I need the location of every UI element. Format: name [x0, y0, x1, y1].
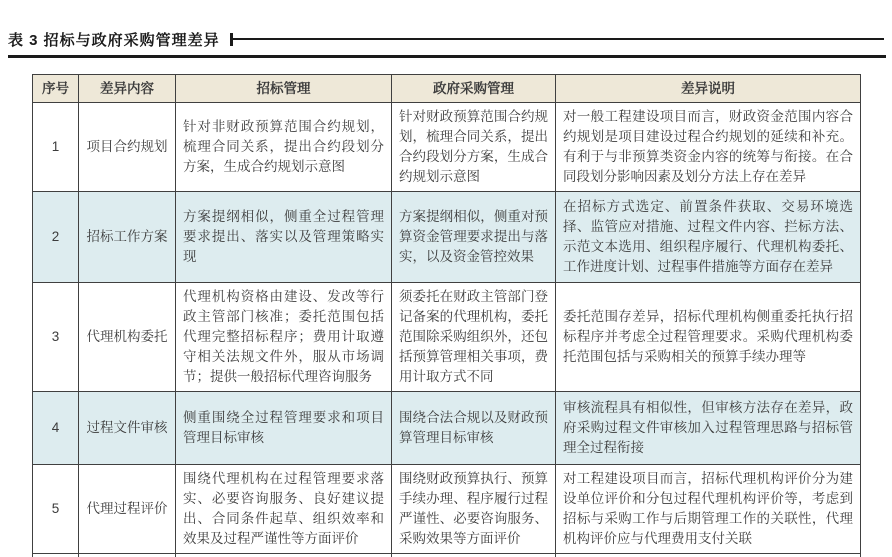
cell-bidding: 针对非财政预算范围合约规划，梳理合同关系，提出合约段划分方案，生成合约规划示意图	[176, 103, 392, 192]
cell-bidding: 侧重围绕全过程管理要求和项目管理目标审核	[176, 392, 392, 465]
cell-bidding: 方案提纲相似，侧重全过程管理要求提出、落实以及管理策略实现	[176, 192, 392, 283]
table-caption-row	[0, 0, 892, 48]
cell-explanation: 审核流程具有相似性，但审核方法存在差异，政府采购过程文件审核加入过程管理思路与招标管理全过程衔接	[556, 392, 861, 465]
cell-bidding: 代理机构资格由建设、发改等行政主管部门核准；委托范围包括代理完整招标程序；费用计取遵守相关法规文件外，服从市场调节；提供一般招标代理咨询服务	[176, 283, 392, 392]
cell-procurement: 须委托在财政主管部门登记备案的代理机构，委托范围除采购组织外，还包括预算管理相关事项，费用计取方式不同	[392, 283, 556, 392]
header-bidding: 招标管理	[176, 75, 392, 103]
cell-bidding: 围绕代理机构在过程管理要求落实、必要咨询服务、良好建议提出、合同条件起草、组织效率和效果及过程严谨性等方面评价	[176, 465, 392, 554]
header-explanation: 差异说明	[556, 75, 861, 103]
cell-content: 招标工作方案	[79, 192, 176, 283]
cell-no: 2	[33, 192, 79, 283]
table-row	[33, 392, 861, 465]
title-divider-rule	[8, 55, 886, 58]
cell-explanation: 对工程建设项目而言，招标代理机构评价分为建设单位评价和分包过程代理机构评价等，考虑到招标与采购工作与后期管理工作的关联性，代理机构评价应与代理费用支付关联	[556, 465, 861, 554]
cell-procurement: 围绕财政预算执行、预算手续办理、程序履行过程严谨性、必要咨询服务、采购效果等方面评价	[392, 465, 556, 554]
cell-content: 过程文件审核	[79, 392, 176, 465]
table-row	[33, 103, 861, 192]
cell-no	[33, 554, 79, 557]
comparison-table	[32, 74, 861, 557]
table-row-cutoff	[33, 554, 861, 557]
cell-explanation: 对一般工程建设项目而言，财政资金范围内容合约规划是项目建设过程合约规划的延续和补充。有利于与非预算类资金内容的统筹与衔接。在合同段划分影响因素及划分方法上存在差异	[556, 103, 861, 192]
cell-no: 3	[33, 283, 79, 392]
cell-procurement	[392, 554, 556, 557]
table-header-row	[33, 75, 861, 103]
cell-no: 1	[33, 103, 79, 192]
caption-leader-line	[233, 38, 884, 40]
table-row	[33, 465, 861, 554]
cell-content	[79, 554, 176, 557]
cell-content: 代理过程评价	[79, 465, 176, 554]
cell-content: 项目合约规划	[79, 103, 176, 192]
table-row	[33, 283, 861, 392]
table-row	[33, 192, 861, 283]
cell-no: 4	[33, 392, 79, 465]
header-content: 差异内容	[79, 75, 176, 103]
header-procurement: 政府采购管理	[392, 75, 556, 103]
cell-explanation	[556, 554, 861, 557]
cell-explanation: 在招标方式选定、前置条件获取、交易环境选择、监管应对措施、过程文件内容、拦标方法、示范文本选用、组织程序履行、代理机构委托、工作进度计划、过程事件措施等方面存在差异	[556, 192, 861, 283]
cell-procurement: 方案提纲相似，侧重对预算资金管理要求提出与落实，以及资金管控效果	[392, 192, 556, 283]
header-no: 序号	[33, 75, 79, 103]
cell-bidding	[176, 554, 392, 557]
cell-procurement: 针对财政预算范围合约规划，梳理合同关系，提出合约段划分方案，生成合约规划示意图	[392, 103, 556, 192]
cell-explanation: 委托范围存差异，招标代理机构侧重委托执行招标程序并考虑全过程管理要求。采购代理机构委托范围包括与采购相关的预算手续办理等	[556, 283, 861, 392]
cell-no: 5	[33, 465, 79, 554]
cell-content: 代理机构委托	[79, 283, 176, 392]
table-title: 表 3 招标与政府采购管理差异	[8, 31, 220, 49]
cell-procurement: 围绕合法合规以及财政预算管理目标审核	[392, 392, 556, 465]
